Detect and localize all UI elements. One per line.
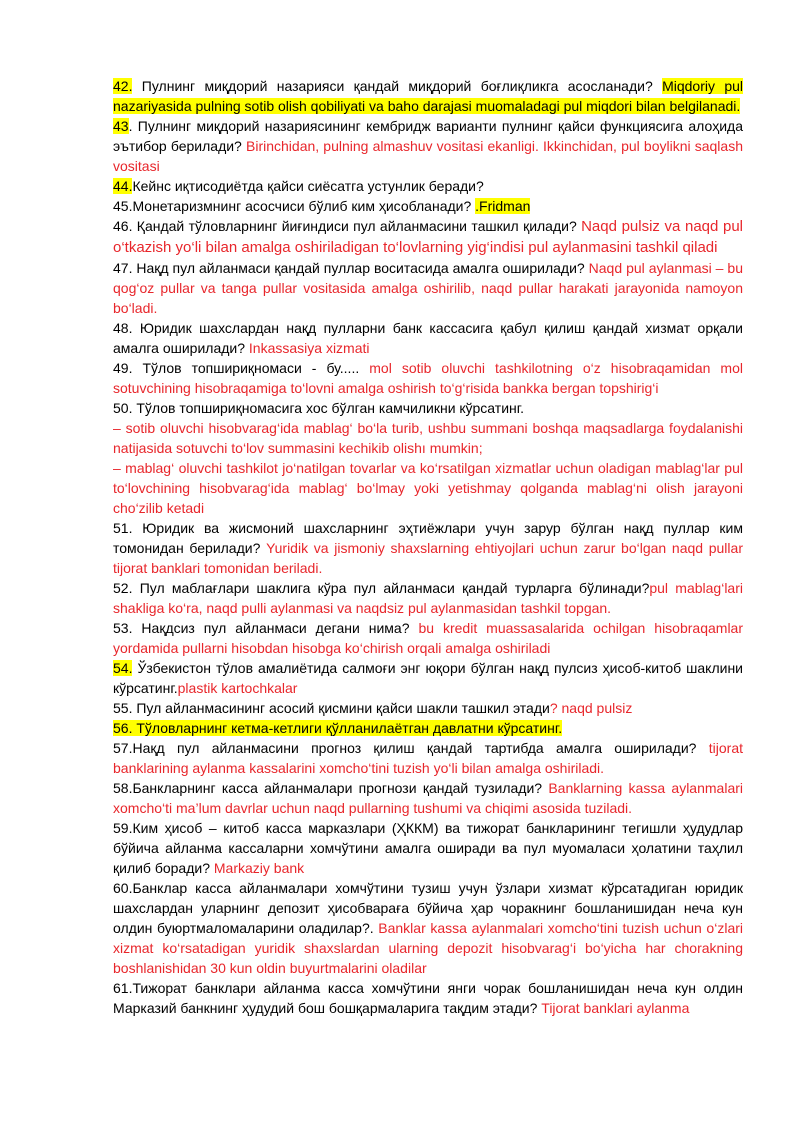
question-42 <box>113 76 743 116</box>
question-60-answer: Banklar kassa aylanmalari xomcho‘tini tuzish uchun o‘zlari xizmat ko‘rsatadigan yuridik shaxslardan ularning depozit hisobvarag‘i bo‘yicha har chorakning boshlanishidan 30 kun oldin buyurtmalarini oladilar <box>113 920 743 976</box>
question-42-number: 42. <box>113 78 133 94</box>
question-48 <box>113 318 743 358</box>
question-54-number: 54. <box>113 660 133 676</box>
question-59-answer: Markaziy bank <box>213 860 305 876</box>
question-59 <box>113 818 743 878</box>
question-61-text: 61.Тижорат банклари айланма касса хомчўтини янги чорак бошланишидан неча кун олдин Марказий банкнинг ҳудудий бош бошқармаларига тақдим этади? <box>113 980 743 1016</box>
question-56 <box>113 718 743 738</box>
question-49-text: 49. Тўлов топшириқномаси - бу..... <box>113 360 370 376</box>
question-47-text: 47. Нақд пул айланмаси қандай пуллар воситасида амалга оширилади? <box>113 260 589 276</box>
question-43-number: 43 <box>113 118 129 134</box>
question-61 <box>113 978 743 1018</box>
question-59-text: 59.Ким ҳисоб – китоб касса марказлари (ҲККМ) ва тижорат банкларининг тегишли ҳудудлар бўйича айланма кассаларни хомчўтини амалга оширади ва пул муомаласи ҳолатини таҳлил қилиб боради? <box>113 820 743 876</box>
question-48-answer: Inkassasiya xizmati <box>248 340 370 356</box>
question-55-text: 55. Пул айланмасининг асосий қисмини қайси шакли ташкил этади <box>113 700 550 716</box>
question-50-answer-2: – mablag‘ oluvchi tashkilot jo‘natilgan tovarlar va ko‘rsatilgan xizmatlar uchun oladigan mablag‘lar pul to‘lovchining hisobvarag‘ida mablag‘ bo‘lmay yoki yetishmay qolganda mablag‘ni olish jarayoni cho‘zilib ketadi <box>113 460 743 516</box>
question-50-answer-1: – sotib oluvchi hisobvarag‘ida mablag‘ bo‘la turib, ushbu summani boshqa maqsadlarga foydalanishi natijasida sotuvchi to‘lov summasini kechikib olishı mumkin; <box>113 420 743 456</box>
question-56-text: 56. Тўловларнинг кетма-кетлиги қўлланилаётган давлатни кўрсатинг. <box>113 720 563 736</box>
question-45-answer: .Fridman <box>475 198 531 214</box>
questions-list <box>113 76 743 1018</box>
question-52-text: 52. Пул маблағлари шаклига кўра пул айланмаси қандай турларга бўлинади? <box>113 580 650 596</box>
question-54-text: Ўзбекистон тўлов амалиётида салмоғи энг юқори бўлган нақд пулсиз ҳисоб-китоб шаклини кўрсатинг. <box>113 660 743 696</box>
question-43-text: . Пулнинг миқдорий назариясининг кембридж варианти пулнинг қайси функциясига алоҳида эътибор берилади? <box>113 118 743 154</box>
question-48-text: 48. Юридик шахслардан нақд пулларни банк кассасига қабул қилиш қандай хизмат орқали амалга оширилади? <box>113 320 743 356</box>
question-57-answer: tijorat banklarining aylanma kassalarini xomcho‘tini tuzish yo‘li bilan amalga oshiriladi. <box>113 740 743 776</box>
question-54-answer: plastik kartochkalar <box>177 680 298 696</box>
question-57 <box>113 738 743 778</box>
question-58 <box>113 778 743 818</box>
question-57-text: 57.Нақд пул айланмасини прогноз қилиш қандай тартибда амалга оширилади? <box>113 740 709 756</box>
question-51-text: 51. Юридик ва жисмоний шахсларнинг эҳтиёжлари учун зарур бўлган нақд пуллар ким томонидан берилади? <box>113 520 743 556</box>
question-45-text: 45.Монетаризмнинг асосчиси бўлиб ким ҳисобланади? <box>113 198 476 214</box>
question-47 <box>113 258 743 318</box>
question-46-answer: Naqd pulsiz va naqd pul o‘tkazish yo‘li bilan amalga oshiriladigan to‘lovlarning yig‘indisi pul aylanmasini tashkil qiladi <box>113 218 743 256</box>
question-45 <box>113 196 743 216</box>
question-54 <box>113 658 743 698</box>
question-46-text: 46. Қандай тўловларнинг йиғиндиси пул айланмасини ташкил қилади? <box>113 218 582 234</box>
question-53-text: 53. Нақдсиз пул айланмаси дегани нима? <box>113 620 419 636</box>
question-61-answer: Tijorat banklari aylanma <box>541 1000 690 1016</box>
question-50-text: 50. Тўлов топшириқномасига хос бўлган камчиликни кўрсатинг. <box>113 400 525 416</box>
question-60-text: 60.Банклар касса айланмалари хомчўтини тузиш учун ўзлари хизмат кўрсатадиган юридик шахслардан уларнинг депозит ҳисобвараға бўйича ҳар чоракнинг бошланишидан неча кун олдин буюртмаломаларини оладилар?. <box>113 880 743 936</box>
question-44-text: Кейнс иқтисодиётда қайси сиёсатга устунлик беради? <box>132 178 484 194</box>
question-43 <box>113 116 743 176</box>
question-51-answer: Yuridik va jismoniy shaxslarning ehtiyojlari uchun zarur bo‘lgan naqd pullar tijorat banklari tomonidan beriladi. <box>113 540 743 576</box>
question-58-answer: Banklarning kassa aylanmalari xomcho‘ti ma’lum davrlar uchun naqd pullarning tushumi va chiqimi asosida tuziladi. <box>113 780 743 816</box>
question-42-answer: Miqdoriy pul nazariyasida pulning sotib olish qobiliyati va baho darajasi muomaladagi pul miqdori bilan belgilanadi. <box>113 78 743 114</box>
question-55-answer: ? naqd pulsiz <box>549 700 633 716</box>
question-47-answer: Naqd pul aylanmasi – bu qog‘oz pullar va tanga pullar vositasida amalga oshirilib, naqd pullar harakati jarayonida namoyon bo‘ladi. <box>113 260 743 316</box>
question-42-text: Пулнинг миқдорий назарияси қандай миқдорий боғлиқликга асосланади? <box>132 78 663 94</box>
question-43-answer: Birinchidan, pulning almashuv vositasi ekanligi. Ikkinchidan, pul boylikni saqlash vositasi <box>113 138 743 174</box>
question-46 <box>113 216 743 258</box>
question-44 <box>113 176 743 196</box>
question-52-answer: pul mablag‘lari shakliga ko‘ra, naqd pulli aylanmasi va naqdsiz pul aylanmasidan tashkil topgan. <box>113 580 743 616</box>
question-50 <box>113 398 743 518</box>
question-51 <box>113 518 743 578</box>
question-49 <box>113 358 743 398</box>
question-53-answer: bu kredit muassasalarida ochilgan hisobraqamlar yordamida pullarni hisobdan hisobga ko‘chirish orqali amalga oshiriladi <box>113 620 743 656</box>
question-53 <box>113 618 743 658</box>
question-49-answer: mol sotib oluvchi tashkilotning o‘z hisobraqamidan mol sotuvchining hisobraqamiga to‘lovni amalga oshirish to‘g‘risida bankka bergan topshirig‘i <box>113 360 743 396</box>
question-58-text: 58.Банкларнинг касса айланмалари прогнози қандай тузилади? <box>113 780 549 796</box>
question-60 <box>113 878 743 978</box>
question-52 <box>113 578 743 618</box>
question-44-number: 44. <box>113 178 133 194</box>
question-55 <box>113 698 743 718</box>
